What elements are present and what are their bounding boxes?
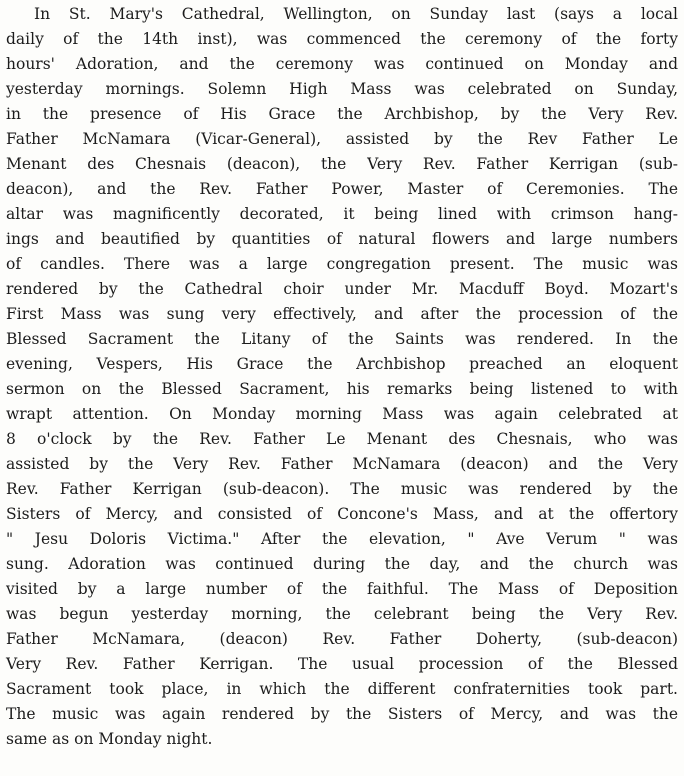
article-line: In St. Mary's Cathedral, Wellington, on Sunday last (says a local <box>34 5 678 23</box>
article-line: Menant des Chesnais (deacon), the Very Rev. Father Kerrigan (sub- <box>6 155 678 173</box>
article-line: Sisters of Mercy, and consisted of Concone's Mass, and at the offertory <box>6 505 678 523</box>
article-line: evening, Vespers, His Grace the Archbishop preached an eloquent <box>6 355 678 373</box>
article-line: yesterday mornings. Solemn High Mass was celebrated on Sunday, <box>6 80 678 98</box>
article-line: hours' Adoration, and the ceremony was continued on Monday and <box>6 55 678 73</box>
article-line: in the presence of His Grace the Archbishop, by the Very Rev. <box>6 105 678 123</box>
article-line: visited by a large number of the faithful. The Mass of Deposition <box>6 580 678 598</box>
article-line: Blessed Sacrament the Litany of the Saints was rendered. In the <box>6 330 678 348</box>
article-line: ings and beautified by quantities of natural flowers and large numbers <box>6 230 678 248</box>
article-line: 8 o'clock by the Rev. Father Le Menant des Chesnais, who was <box>6 430 678 448</box>
article-line: of candles. There was a large congregation present. The music was <box>6 255 678 273</box>
article-line: Sacrament took place, in which the different confraternities took part. <box>6 680 678 698</box>
article-line: sung. Adoration was continued during the day, and the church was <box>6 555 678 573</box>
article-line: was begun yesterday morning, the celebrant being the Very Rev. <box>6 605 678 623</box>
article-line: The music was again rendered by the Sisters of Mercy, and was the <box>6 705 678 723</box>
article-line: Very Rev. Father Kerrigan. The usual procession of the Blessed <box>6 655 678 673</box>
article-line: First Mass was sung very effectively, and after the procession of the <box>6 305 678 323</box>
article-line: Father McNamara, (deacon) Rev. Father Doherty, (sub-deacon) <box>6 630 678 648</box>
article-line: Father McNamara (Vicar-General), assisted by the Rev Father Le <box>6 130 678 148</box>
article-line: wrapt attention. On Monday morning Mass was again celebrated at <box>6 405 678 423</box>
article-line: sermon on the Blessed Sacrament, his remarks being listened to with <box>6 380 678 398</box>
article-line: deacon), and the Rev. Father Power, Master of Ceremonies. The <box>6 180 678 198</box>
article-line: altar was magnificently decorated, it being lined with crimson hang- <box>6 205 678 223</box>
article-line: assisted by the Very Rev. Father McNamara (deacon) and the Very <box>6 455 678 473</box>
article-line: daily of the 14th inst), was commenced the ceremony of the forty <box>6 30 678 48</box>
article-line: " Jesu Doloris Victima." After the elevation, " Ave Verum " was <box>6 530 678 548</box>
article-line: same as on Monday night. <box>6 730 213 748</box>
article-line: rendered by the Cathedral choir under Mr. Macduff Boyd. Mozart's <box>6 280 678 298</box>
article-line: Rev. Father Kerrigan (sub-deacon). The music was rendered by the <box>6 480 678 498</box>
